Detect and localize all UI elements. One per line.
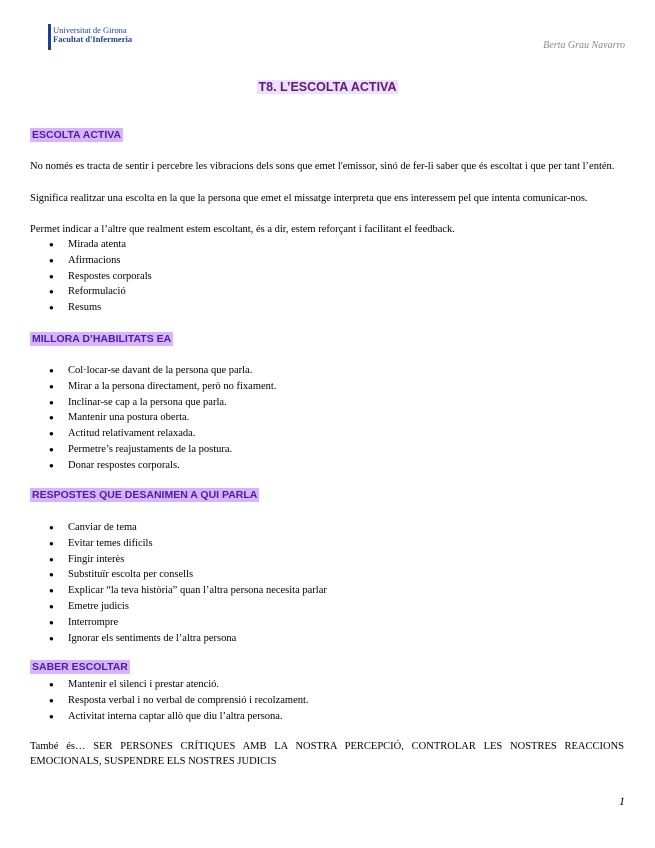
section-heading-saber-escoltar	[30, 661, 130, 673]
section-heading-text: RESPOSTES QUE DESANIMEN A QUI PARLA	[32, 489, 258, 501]
list-item: ● Inclinar-se cap a la persona que parla.	[30, 395, 276, 411]
section-heading-respostes	[30, 489, 259, 501]
page-title	[0, 80, 655, 94]
list-item: ● Activitat interna captar allò que diu l’altra persona.	[30, 709, 309, 725]
list-item: ● Canviar de tema	[30, 520, 327, 536]
bullet-list-escolta-activa	[30, 237, 152, 316]
bullet-list-respostes	[30, 520, 327, 646]
logo-line-2: Facultat d'Infermeria	[53, 34, 133, 44]
list-item: ● Substituïr escolta per consells	[30, 567, 327, 583]
list-item: ● Actitud relativament relaxada.	[30, 426, 276, 442]
page-number: 1	[619, 794, 625, 808]
bullet-list-saber-escoltar	[30, 677, 309, 724]
list-item: ● Afirmacions	[30, 253, 152, 269]
list-item: ● Permetre’s reajustaments de la postura.	[30, 442, 276, 458]
section-heading-millora	[30, 333, 173, 345]
list-item: ● Resposta verbal i no verbal de comprensió i recolzament.	[30, 693, 309, 709]
list-item: ● Explicar “la teva història” quan l’altra persona necesita parlar	[30, 583, 327, 599]
list-item: ● Mirada atenta	[30, 237, 152, 253]
list-item: ● Reformulació	[30, 284, 152, 300]
paragraph: Permet indicar a l’altre que realment estem escoltant, és a dir, estem reforçant i facilitant el feedback.	[30, 224, 455, 235]
list-item: ● Emetre judicis	[30, 599, 327, 615]
section-heading-escolta-activa	[30, 129, 123, 141]
paragraph: Significa realitzar una escolta en la que la persona que emet el missatge interpreta que ens interessem pel que intenta comunicar-nos.	[30, 193, 588, 204]
list-item: ● Col·locar-se davant de la persona que parla.	[30, 363, 276, 379]
logo-mark-icon	[48, 24, 51, 50]
list-item: ● Ignorar els sentiments de l’altra persona	[30, 631, 327, 647]
section-heading-text: SABER ESCOLTAR	[32, 661, 128, 673]
list-item: ● Mirar a la persona directament, però no fixament.	[30, 379, 276, 395]
list-item: ● Mantenir una postura oberta.	[30, 410, 276, 426]
list-item: ● Interrompre	[30, 615, 327, 631]
list-item: ● Fingir interès	[30, 552, 327, 568]
paragraph: No només es tracta de sentir i percebre les vibracions dels sons que emet l'emissor, sinó de fer-li saber que és escoltat i que per tant l’entén.	[30, 161, 615, 172]
section-heading-text: MILLORA D’HABILITATS EA	[32, 333, 172, 345]
list-item: ● Donar respostes corporals.	[30, 458, 276, 474]
section-heading-text: ESCOLTA ACTIVA	[32, 129, 122, 141]
list-item: ● Evitar temes difícils	[30, 536, 327, 552]
list-item: ● Mantenir el silenci i prestar atenció.	[30, 677, 309, 693]
list-item: ● Respostes corporals	[30, 269, 152, 285]
author-name: Berta Grau Navarro	[543, 40, 625, 51]
university-logo	[48, 26, 138, 44]
bullet-list-millora	[30, 363, 276, 474]
logo-line-1: Universitat de Girona	[53, 25, 127, 35]
page-title-text: T8. L’ESCOLTA ACTIVA	[258, 80, 397, 94]
closing-paragraph: També és… SER PERSONES CRÍTIQUES AMB LA NOSTRA PERCEPCIÓ, CONTROLAR LES NOSTRES REACCIONS EMOCIONALS, SUSPENDRE ELS NOSTRES JUDICIS	[30, 741, 624, 767]
list-item: ● Resums	[30, 300, 152, 316]
